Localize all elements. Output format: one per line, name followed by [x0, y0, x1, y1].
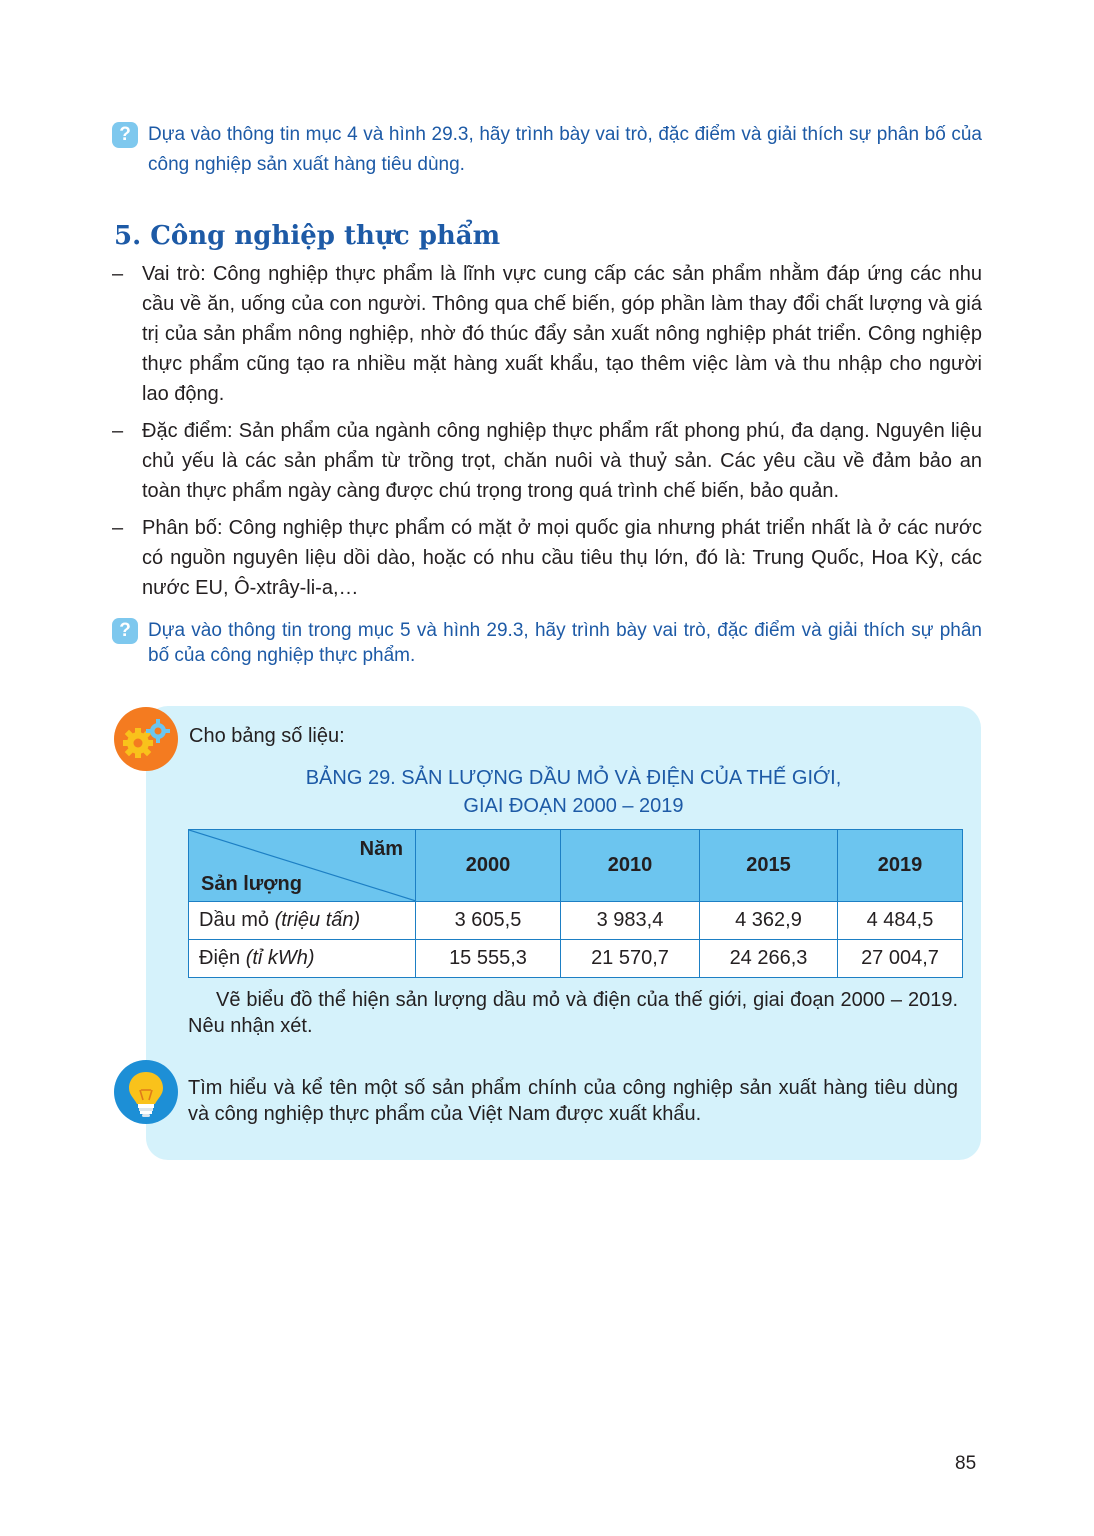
table-cell: 27 004,7: [838, 940, 963, 978]
given-data-label: Cho bảng số liệu:: [189, 725, 345, 747]
data-table: [188, 829, 963, 978]
table-cell: 3 983,4: [561, 902, 700, 940]
row-label-text: Điện: [199, 947, 241, 969]
year-header: 2000: [416, 830, 561, 902]
table-cell: 4 362,9: [700, 902, 838, 940]
year-header: 2010: [561, 830, 700, 902]
lightbulb-icon: [114, 1060, 178, 1124]
table-row: [189, 902, 963, 940]
table-title-line-1: BẢNG 29. SẢN LƯỢNG DẦU MỎ VÀ ĐIỆN CỦA THẾ GIỚI,: [305, 767, 842, 789]
page-number: 85: [955, 1453, 977, 1474]
bullet-text: Đặc điểm: Sản phẩm của ngành công nghiệp thực phẩm rất phong phú, đa dạng. Nguyên liệu chủ yếu là các sản phẩm từ trồng trọt, chăn nuôi và thuỷ sản. Các yêu cầu về đảm bảo an toàn thực phẩm ngày càng được chú trọng trong quá trình chế biến, bảo quản.: [142, 420, 982, 502]
gears-icon: [114, 707, 178, 771]
row-label-electricity: [189, 940, 416, 978]
corner-output-label: Sản lượng: [201, 873, 302, 895]
row-unit: (triệu tấn): [274, 909, 361, 931]
bullet-dash: –: [112, 263, 124, 285]
bullet-text: Vai trò: Công nghiệp thực phẩm là lĩnh vực cung cấp các sản phẩm nhằm đáp ứng các nhu cầu về ăn, uống của con người. Thông qua chế biến, góp phần làm thay đổi chất lượng và giá trị của sản phẩm nông nghiệp, nhờ đó thúc đẩy sản xuất nông nghiệp phát triển. Công nghiệp thực phẩm cũng tạo ra nhiều mặt hàng xuất khẩu, tạo thêm việc làm và thu nhập cho người lao động.: [142, 263, 982, 405]
explore-text: Tìm hiểu và kể tên một số sản phẩm chính của công nghiệp sản xuất hàng tiêu dùng và công nghiệp thực phẩm của Việt Nam được xuất khẩu.: [188, 1077, 958, 1125]
bullet-text: Phân bố: Công nghiệp thực phẩm có mặt ở mọi quốc gia nhưng phát triển nhất là ở các nước có nguồn nguyên liệu dồi dào, hoặc có nhu cầu tiêu thụ lớn, đó là: Trung Quốc, Hoa Kỳ, các nước EU, Ô-xtrây-li-a,…: [142, 517, 982, 599]
corner-year-label: Năm: [359, 838, 403, 860]
bullet-role: [112, 259, 982, 409]
row-unit: (tỉ kWh): [245, 947, 315, 969]
table-cell: 3 605,5: [416, 902, 561, 940]
bullet-characteristics: [112, 416, 982, 506]
bullet-dash: –: [112, 420, 124, 442]
row-label-oil: [189, 902, 416, 940]
section-bullets: [112, 259, 982, 610]
table-row: [189, 940, 963, 978]
bullet-distribution: [112, 513, 982, 603]
table-cell: 21 570,7: [561, 940, 700, 978]
table-cell: 15 555,3: [416, 940, 561, 978]
row-label-text: Dầu mỏ: [199, 909, 270, 931]
table-cell: 24 266,3: [700, 940, 838, 978]
table-cell: 4 484,5: [838, 902, 963, 940]
question-text: Dựa vào thông tin mục 4 và hình 29.3, hãy trình bày vai trò, đặc điểm và giải thích sự phân bố của công nghiệp sản xuất hàng tiêu dùng.: [148, 124, 982, 175]
year-header: 2019: [838, 830, 963, 902]
table-header-row: [189, 830, 963, 902]
question-block-1: [112, 120, 982, 180]
bullet-dash: –: [112, 517, 124, 539]
table-corner-cell: [189, 830, 416, 902]
exercise-task: Vẽ biểu đồ thể hiện sản lượng dầu mỏ và điện của thế giới, giai đoạn 2000 – 2019. Nêu nhận xét.: [188, 989, 958, 1037]
table-title-line-2: GIAI ĐOẠN 2000 – 2019: [463, 795, 684, 817]
question-text: Dựa vào thông tin trong mục 5 và hình 29.3, hãy trình bày vai trò, đặc điểm và giải thích sự phân bố của công nghiệp thực phẩm.: [148, 620, 982, 666]
question-icon: ?: [112, 618, 138, 644]
table-title: [186, 764, 961, 820]
year-header: 2015: [700, 830, 838, 902]
section-title: 5. Công nghiệp thực phẩm: [114, 221, 501, 251]
question-block-2: [112, 618, 982, 668]
question-icon: ?: [112, 122, 138, 148]
